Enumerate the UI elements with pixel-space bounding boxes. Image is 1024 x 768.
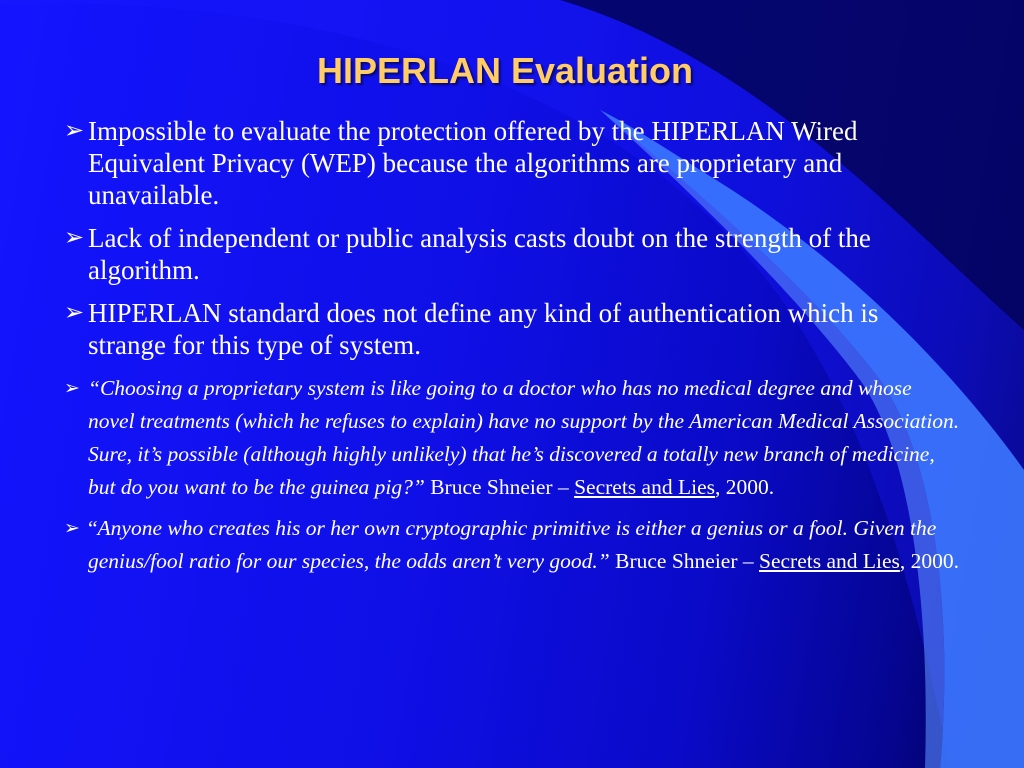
bullet-item [62,115,962,211]
arrow-bullet-icon: ➢ [64,518,80,539]
quote-attribution: Bruce Shneier – [424,475,575,499]
book-title-link[interactable]: Secrets and Lies [574,475,715,499]
bullet-item [62,297,962,361]
quote-item [62,512,962,578]
quote-year: , 2000. [899,549,960,573]
arrow-bullet-icon: ➢ [64,300,85,326]
quote-year: , 2000. [714,475,775,499]
slide-body [62,115,962,586]
quote-item [62,372,962,504]
book-title-link[interactable]: Secrets and Lies [759,549,900,573]
bullet-text: HIPERLAN standard does not define any kind of authentication which is strange for this type of system. [88,298,879,360]
quote-open-mark: “ [88,516,98,540]
slide-title: HIPERLAN Evaluation [316,50,694,91]
bullet-text: Lack of independent or public analysis casts doubt on the strength of the algorithm. [88,223,871,285]
quote-text: “Choosing a proprietary system is like going to a doctor who has no medical degree and whose novel treatments (which he refuses to explain) have no support by the American Medical Association. Sure, it’s possible (although highly unlikely) that he’s discovered a totally new branch of medicine, but do you want to be the guinea pig?” [88,376,960,499]
arrow-bullet-icon: ➢ [64,118,85,144]
arrow-bullet-icon: ➢ [64,225,85,251]
quote-attribution: Bruce Shneier – [609,549,759,573]
bullet-item [62,222,962,286]
bullet-text: Impossible to evaluate the protection offered by the HIPERLAN Wired Equivalent Privacy (WEP) because the algorithms are proprietary and unavailable. [88,116,858,210]
quote-text: Anyone who creates his or her own cryptographic primitive is either a genius or a fool. Given the genius/fool ratio for our species, the odds aren’t very good.” [88,516,937,573]
arrow-bullet-icon: ➢ [64,378,80,399]
